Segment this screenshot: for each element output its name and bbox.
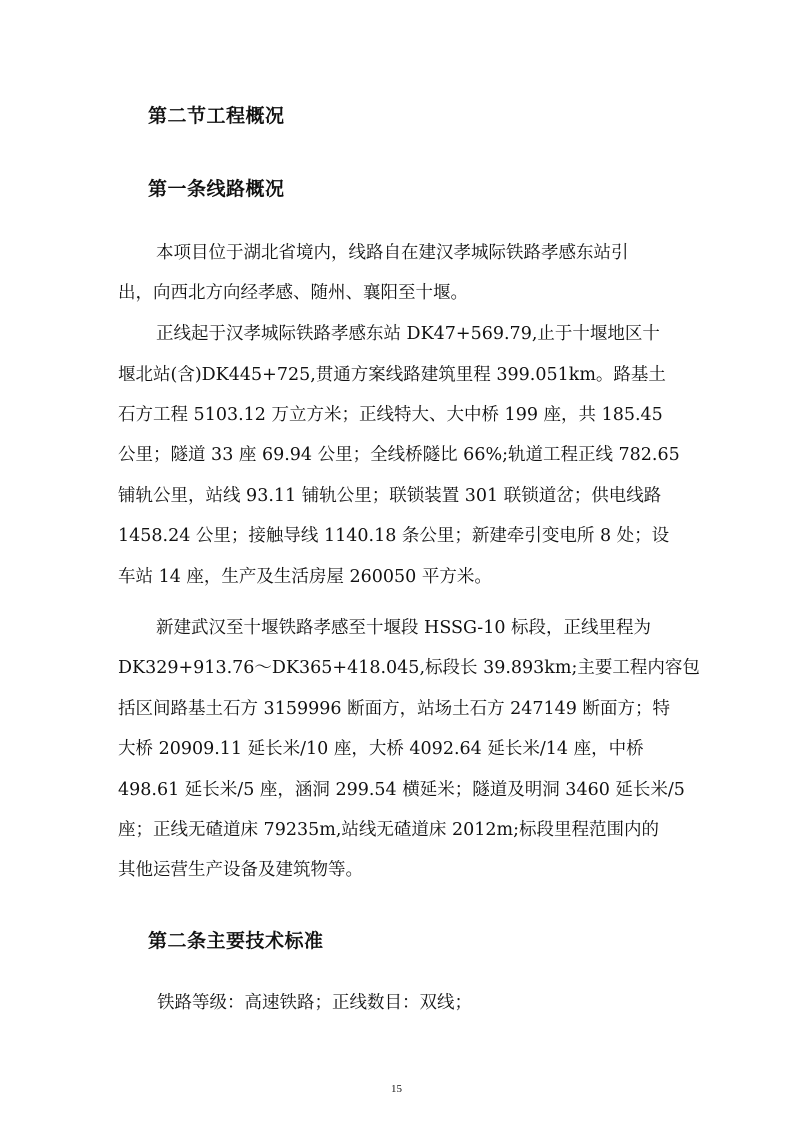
paragraph-line: 铁路等级：高速铁路；正线数目：双线； [157,993,472,1013]
paragraph-line: 其他运营生产设备及建筑物等。 [118,860,363,880]
article-2-title: 第二条主要技术标准 [148,930,324,952]
paragraph-line: 新建武汉至十堰铁路孝感至十堰段 HSSG-10 标段，正线里程为 [156,618,652,638]
paragraph-line: 公里；隧道 33 座 69.94 公里；全线桥隧比 66%;轨道工程正线 782.65 [118,445,680,465]
paragraph-line: 石方工程 5103.12 万立方米；正线特大、大中桥 199 座，共 185.45 [118,405,663,425]
page-number: 15 [391,1083,402,1095]
paragraph-line: 498.61 延长米/5 座，涵洞 299.54 横延米；隧道及明洞 3460 延长米/5 [118,780,685,800]
paragraph-line: 1458.24 公里；接触导线 1140.18 条公里；新建牵引变电所 8 处；设 [118,526,670,546]
paragraph-line: 铺轨公里，站线 93.11 铺轨公里；联锁装置 301 联锁道岔；供电线路 [118,486,662,506]
paragraph-line: 正线起于汉孝城际铁路孝感东站 DK47+569.79,止于十堰地区十 [156,324,660,344]
paragraph-line: 大桥 20909.11 延长米/10 座，大桥 4092.64 延长米/14 座，中桥 [118,739,644,759]
article-1-title: 第一条线路概况 [148,178,285,200]
paragraph-line: 堰北站(含)DK445+725,贯通方案线路建筑里程 399.051km。路基土 [118,365,666,385]
paragraph-line: 本项目位于湖北省境内，线路自在建汉孝城际铁路孝感东站引 [156,243,629,263]
paragraph-line: 出，向西北方向经孝感、随州、襄阳至十堰。 [118,283,468,303]
paragraph-line: 括区间路基土石方 3159996 断面方，站场土石方 247149 断面方；特 [118,699,670,719]
paragraph-line: 座；正线无碴道床 79235m,站线无碴道床 2012m;标段里程范围内的 [118,820,659,840]
paragraph-line: 车站 14 座，生产及生活房屋 260050 平方米。 [118,567,492,587]
paragraph-line: DK329+913.76～DK365+418.045,标段长 39.893km;主要工程内容包 [118,658,700,678]
section-title: 第二节工程概况 [148,105,285,127]
